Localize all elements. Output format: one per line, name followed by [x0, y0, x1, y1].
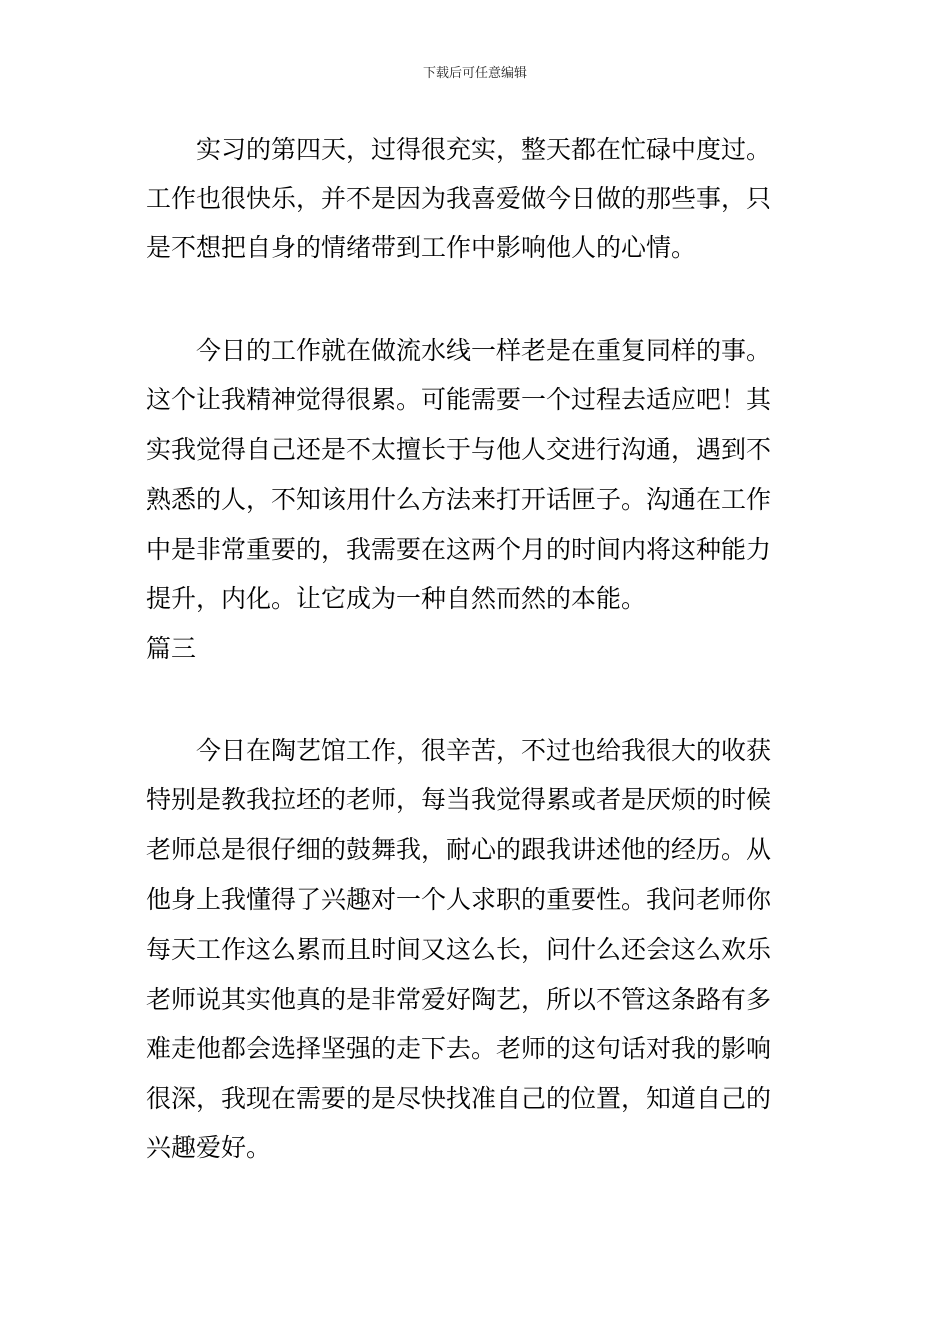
- paragraph-1-line-3: 是不想把自身的情绪带到工作中影响他人的心情。: [146, 233, 697, 262]
- paragraph-2-line-5: 中是非常重要的，我需要在这两个月的时间内将这种能力: [146, 535, 772, 564]
- paragraph-2-line-1: 今日的工作就在做流水线一样老是在重复同样的事。: [196, 336, 772, 365]
- section-heading: 篇三: [146, 634, 197, 663]
- paragraph-3-line-9: 兴趣爱好。: [146, 1133, 272, 1162]
- paragraph-2-line-6: 提升，内化。让它成为一种自然而然的本能。: [146, 584, 647, 613]
- paragraph-3-line-2: 特别是教我拉坯的老师，每当我觉得累或者是厌烦的时候: [146, 785, 772, 814]
- paragraph-2-line-3: 实我觉得自己还是不太擅长于与他人交进行沟通，遇到不: [146, 435, 772, 464]
- paragraph-3-line-4: 他身上我懂得了兴趣对一个人求职的重要性。我问老师你: [146, 885, 772, 914]
- paragraph-2-line-2: 这个让我精神觉得很累。可能需要一个过程去适应吧！其: [146, 385, 772, 414]
- paragraph-3-line-8: 很深，我现在需要的是尽快找准自己的位置，知道自己的: [146, 1084, 772, 1113]
- paragraph-1-line-2: 工作也很快乐，并不是因为我喜爱做今日做的那些事，只: [146, 184, 772, 213]
- page-header: 下载后可任意编辑: [422, 66, 527, 81]
- paragraph-3-line-6: 老师说其实他真的是非常爱好陶艺，所以不管这条路有多: [146, 985, 772, 1014]
- paragraph-3-line-3: 老师总是很仔细的鼓舞我，耐心的跟我讲述他的经历。从: [146, 835, 772, 864]
- paragraph-2-line-4: 熟悉的人，不知该用什么方法来打开话匣子。沟通在工作: [146, 485, 772, 514]
- paragraph-3-line-5: 每天工作这么累而且时间又这么长，问什么还会这么欢乐: [146, 935, 772, 964]
- paragraph-1-line-1: 实习的第四天，过得很充实，整天都在忙碌中度过。: [196, 135, 772, 164]
- paragraph-3-line-7: 难走他都会选择坚强的走下去。老师的这句话对我的影响: [146, 1034, 772, 1063]
- paragraph-3-line-1: 今日在陶艺馆工作，很辛苦，不过也给我很大的收获: [196, 736, 772, 765]
